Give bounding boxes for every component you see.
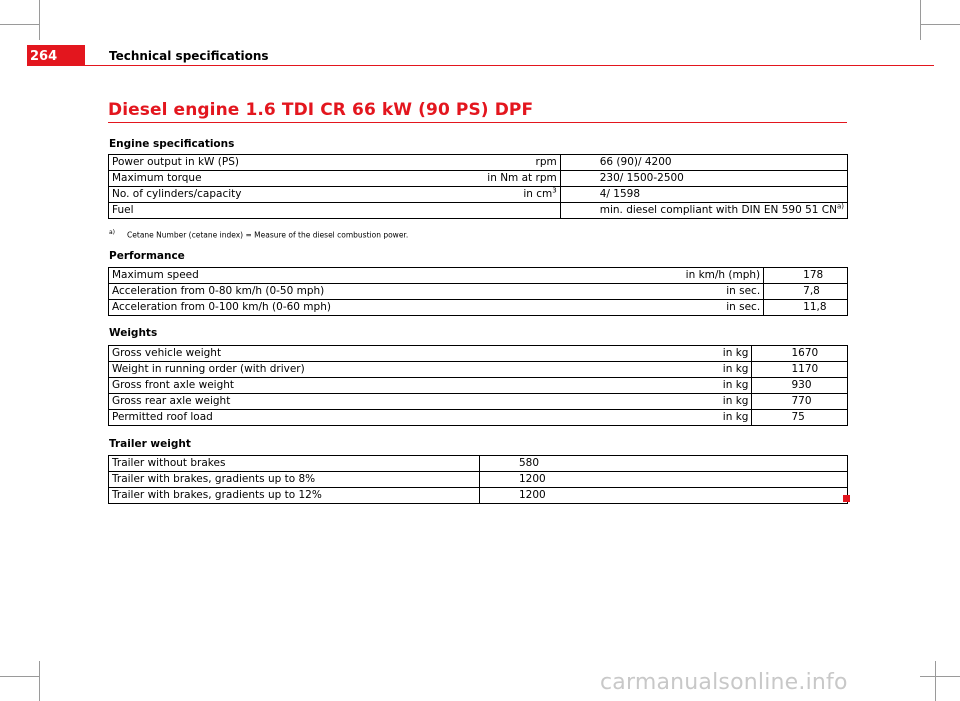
table-row [109, 488, 848, 504]
footnote-text: Cetane Number (cetane index) = Measure of the diesel combustion power. [127, 230, 409, 240]
row-label: Acceleration from 0-80 km/h (0-50 mph) [109, 284, 394, 300]
page-number: 264 [27, 45, 85, 66]
table-row [109, 472, 848, 488]
row-value [764, 268, 848, 284]
unit-text: in cm [523, 188, 553, 200]
table-row [109, 155, 848, 171]
value-text: 1200 [519, 489, 546, 501]
row-unit [393, 284, 764, 300]
row-value [752, 362, 848, 378]
crop-mark [39, 661, 40, 701]
header-section-title: Technical specifications [109, 49, 269, 63]
row-unit [393, 300, 764, 316]
crop-mark [0, 24, 40, 25]
crop-mark [39, 0, 40, 40]
row-value [560, 171, 847, 187]
footnote-mark: a) [109, 229, 116, 236]
row-unit [244, 171, 560, 187]
section-end-marker [843, 495, 850, 502]
table-row [109, 346, 848, 362]
row-unit [381, 362, 752, 378]
value-text: 1170 [791, 363, 819, 375]
row-unit [244, 203, 560, 219]
title-rule [108, 122, 847, 123]
page-title: Diesel engine 1.6 TDI CR 66 kW (90 PS) DPF [108, 100, 534, 120]
unit-text: in km/h (mph) [685, 269, 761, 281]
trailer-table [108, 455, 848, 504]
row-label: Fuel [109, 203, 245, 219]
row-label: Acceleration from 0-100 km/h (0-60 mph) [109, 300, 394, 316]
unit-text: in sec. [726, 301, 761, 313]
row-value [480, 488, 848, 504]
performance-table [108, 267, 848, 316]
value-text: 75 [791, 411, 805, 423]
table-row [109, 284, 848, 300]
value-text: 11,8 [803, 301, 827, 313]
value-text: 230/ 1500-2500 [599, 172, 684, 184]
row-label: Power output in kW (PS) [109, 155, 245, 171]
row-label: Permitted roof load [109, 410, 382, 426]
row-value [560, 203, 847, 219]
table-row [109, 268, 848, 284]
value-text: 930 [791, 379, 812, 391]
row-label: Weight in running order (with driver) [109, 362, 382, 378]
row-value [480, 456, 848, 472]
row-unit [381, 394, 752, 410]
row-value [560, 155, 847, 171]
unit-text: in kg [722, 411, 749, 423]
trailer-heading: Trailer weight [109, 438, 191, 450]
crop-mark [920, 0, 921, 40]
value-text: 4/ 1598 [599, 188, 640, 200]
row-label: Trailer with brakes, gradients up to 8% [109, 472, 480, 488]
unit-superscript: 3 [552, 186, 557, 195]
row-unit [393, 268, 764, 284]
table-row [109, 171, 848, 187]
row-unit [381, 378, 752, 394]
weights-heading: Weights [109, 327, 158, 339]
value-text: 66 (90)/ 4200 [599, 156, 672, 168]
table-row [109, 410, 848, 426]
unit-text: in kg [722, 379, 749, 391]
crop-mark [0, 676, 40, 677]
row-value [752, 378, 848, 394]
unit-text: in kg [722, 395, 749, 407]
unit-text: in Nm at rpm [487, 172, 557, 184]
crop-mark [920, 24, 960, 25]
value-text: 770 [791, 395, 812, 407]
row-label: Gross front axle weight [109, 378, 382, 394]
row-unit [244, 187, 560, 203]
value-text: min. diesel compliant with DIN EN 590 51 CN [599, 204, 837, 216]
watermark: carmanualsonline.info [600, 670, 848, 695]
row-unit [381, 410, 752, 426]
engine-table [108, 154, 848, 219]
crop-mark [920, 676, 960, 677]
value-text: 580 [519, 457, 540, 469]
row-value [764, 300, 848, 316]
footnote [109, 229, 408, 240]
value-text: 1200 [519, 473, 546, 485]
row-label: Maximum torque [109, 171, 245, 187]
value-superscript: a) [836, 202, 844, 211]
row-value [752, 346, 848, 362]
table-row [109, 187, 848, 203]
unit-text: in kg [722, 363, 749, 375]
performance-heading: Performance [109, 250, 185, 262]
row-label: Trailer without brakes [109, 456, 480, 472]
row-value [764, 284, 848, 300]
table-row [109, 394, 848, 410]
row-value [560, 187, 847, 203]
unit-text: in kg [722, 347, 749, 359]
table-row [109, 362, 848, 378]
value-text: 178 [803, 269, 824, 281]
table-row [109, 203, 848, 219]
value-text: 7,8 [803, 285, 820, 297]
row-label: Gross rear axle weight [109, 394, 382, 410]
crop-mark [935, 661, 936, 701]
table-row [109, 300, 848, 316]
row-value [480, 472, 848, 488]
table-row [109, 456, 848, 472]
row-label: Trailer with brakes, gradients up to 12% [109, 488, 480, 504]
row-unit [381, 346, 752, 362]
row-label: No. of cylinders/capacity [109, 187, 245, 203]
engine-heading: Engine specifications [109, 138, 235, 150]
table-row [109, 378, 848, 394]
unit-text: rpm [535, 156, 557, 168]
row-label: Maximum speed [109, 268, 394, 284]
header-rule [85, 65, 934, 66]
row-unit [244, 155, 560, 171]
weights-table [108, 345, 848, 426]
value-text: 1670 [791, 347, 819, 359]
unit-text: in sec. [726, 285, 761, 297]
row-label: Gross vehicle weight [109, 346, 382, 362]
row-value [752, 410, 848, 426]
row-value [752, 394, 848, 410]
